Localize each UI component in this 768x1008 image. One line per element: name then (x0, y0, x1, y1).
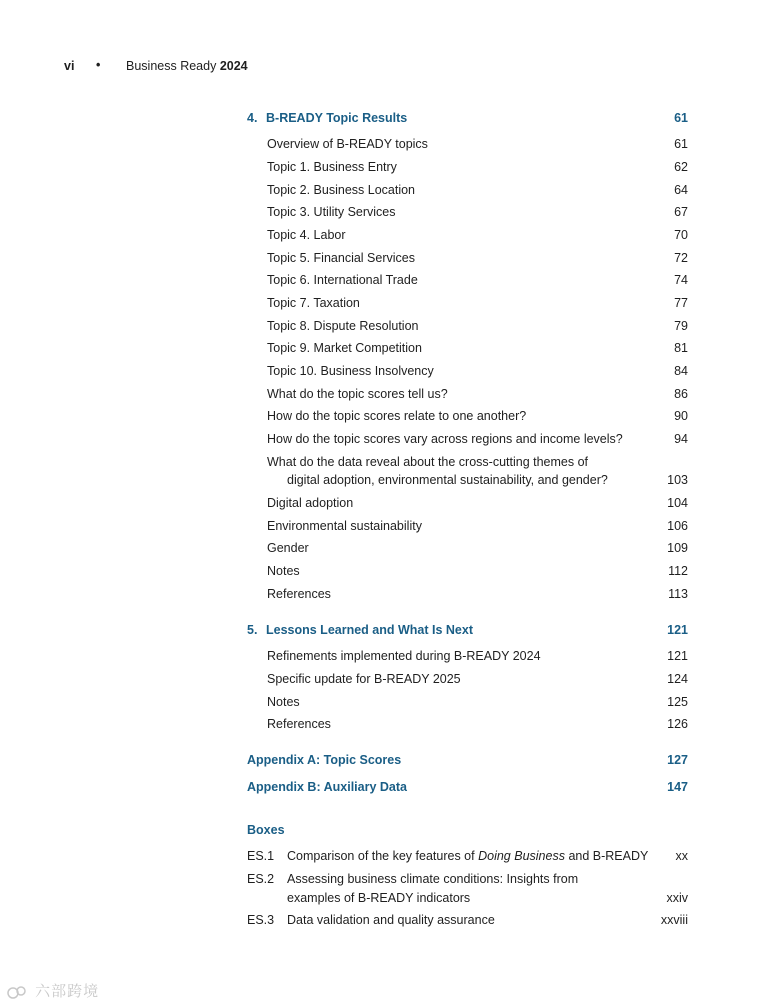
watermark-logo-icon (6, 984, 30, 1000)
toc-entry[interactable] (247, 204, 688, 220)
entry-title: Specific update for B-READY 2025 (267, 672, 461, 686)
toc-entry[interactable] (247, 495, 688, 511)
page-ref: xx (675, 849, 688, 863)
box-title: Data validation and quality assurance (287, 913, 495, 927)
toc-entry[interactable] (247, 586, 688, 602)
bullet-separator: • (96, 58, 101, 72)
entry-title: What do the topic scores tell us? (267, 387, 448, 401)
entry-title: Topic 3. Utility Services (267, 205, 396, 219)
page-ref: 112 (668, 564, 688, 578)
box-title-italic: Doing Business (478, 849, 565, 863)
toc-entry[interactable] (247, 431, 688, 447)
toc-entry[interactable] (247, 272, 688, 288)
page-ref: 121 (667, 649, 688, 663)
section-heading: Boxes (247, 823, 285, 837)
toc-entry[interactable] (247, 295, 688, 311)
toc-entry[interactable] (247, 563, 688, 579)
entry-title: Topic 5. Financial Services (267, 251, 415, 265)
toc-entry-crosscutting[interactable] (247, 454, 688, 470)
page-ref: 74 (674, 273, 688, 287)
page-ref: 64 (674, 183, 688, 197)
box-title-pre: Comparison of the key features of (287, 849, 475, 863)
toc-entry[interactable] (247, 182, 688, 198)
page-ref: 104 (667, 496, 688, 510)
book-title (126, 59, 248, 73)
toc-chapter-5[interactable] (247, 622, 688, 638)
page-ref: 84 (674, 364, 688, 378)
running-head (64, 58, 248, 73)
entry-title: Topic 2. Business Location (267, 183, 416, 197)
toc-entry-crosscutting-cont[interactable] (247, 472, 688, 488)
box-title (287, 848, 648, 864)
entry-title: Environmental sustainability (267, 519, 422, 533)
box-number: ES.3 (247, 913, 275, 927)
page-number: vi (64, 59, 75, 73)
page-ref: 81 (674, 341, 688, 355)
page-ref: 67 (674, 205, 688, 219)
toc-entry[interactable] (247, 694, 688, 710)
toc-box-es1[interactable] (247, 848, 688, 864)
page-ref: 79 (674, 319, 688, 333)
box-number: ES.2 (247, 872, 275, 886)
toc-box-es2-cont[interactable] (247, 890, 688, 906)
toc-entry[interactable] (247, 716, 688, 732)
book-title-text: Business Ready (126, 59, 217, 73)
entry-title: References (267, 587, 331, 601)
entry-title: Topic 8. Dispute Resolution (267, 319, 419, 333)
toc-entry[interactable] (247, 340, 688, 356)
page-ref: 127 (667, 753, 688, 767)
appendix-title: Appendix A: Topic Scores (247, 753, 402, 767)
entry-title: Notes (267, 564, 300, 578)
toc-entry[interactable] (247, 159, 688, 175)
toc-entry[interactable] (247, 540, 688, 556)
entry-title: Digital adoption (267, 496, 354, 510)
toc-entry[interactable] (247, 518, 688, 534)
toc-entry[interactable] (247, 671, 688, 687)
book-title-year: 2024 (219, 59, 248, 73)
entry-title: Topic 4. Labor (267, 228, 346, 242)
toc-appendix-b[interactable] (247, 779, 688, 795)
box-title-line-2: examples of B-READY indicators (287, 891, 471, 905)
toc-box-es3[interactable] (247, 912, 688, 928)
page-ref: 103 (667, 473, 688, 487)
toc-entry[interactable] (247, 648, 688, 664)
page-ref: 62 (674, 160, 688, 174)
page-ref: 94 (674, 432, 688, 446)
toc-entry[interactable] (247, 136, 688, 152)
page-ref: xxviii (660, 913, 688, 927)
box-title-post: and B-READY (568, 849, 649, 863)
page-ref: 106 (667, 519, 688, 533)
entry-title: How do the topic scores vary across regions and income levels? (267, 432, 623, 446)
entry-title: References (267, 717, 331, 731)
toc-entry[interactable] (247, 318, 688, 334)
toc-entry[interactable] (247, 386, 688, 402)
chapter-number: 5. (247, 623, 258, 637)
chapter-title: B-READY Topic Results (266, 111, 408, 125)
entry-title: Refinements implemented during B-READY 2024 (267, 649, 541, 663)
entry-title: Topic 10. Business Insolvency (267, 364, 434, 378)
toc-entry[interactable] (247, 250, 688, 266)
box-title-line-1: Assessing business climate conditions: Insights from (287, 872, 579, 886)
chapter-title: Lessons Learned and What Is Next (266, 623, 473, 637)
page-ref: 90 (674, 409, 688, 423)
watermark (6, 980, 99, 1001)
box-number: ES.1 (247, 849, 275, 863)
page-ref: 125 (667, 695, 688, 709)
page-ref: 77 (674, 296, 688, 310)
page-ref: 61 (674, 111, 688, 125)
toc-box-es2[interactable] (247, 871, 688, 887)
page-ref: 109 (667, 541, 688, 555)
page-ref: 61 (674, 137, 688, 151)
entry-title: Topic 1. Business Entry (267, 160, 397, 174)
watermark-text: 六部跨境 (35, 983, 100, 1000)
entry-title: Topic 6. International Trade (267, 273, 418, 287)
entry-title: Overview of B-READY topics (267, 137, 428, 151)
entry-title: Topic 9. Market Competition (267, 341, 422, 355)
chapter-number: 4. (247, 111, 258, 125)
entry-title: Notes (267, 695, 300, 709)
page-ref: 126 (667, 717, 688, 731)
toc-entry[interactable] (247, 408, 688, 424)
boxes-heading (247, 822, 688, 838)
toc-entry[interactable] (247, 363, 688, 379)
page-ref: xxiv (666, 891, 688, 905)
page-ref: 113 (668, 587, 688, 601)
page-ref: 70 (674, 228, 688, 242)
toc-entry[interactable] (247, 227, 688, 243)
entry-title-line-2: digital adoption, environmental sustainability, and gender? (287, 473, 608, 487)
page-ref: 86 (674, 387, 688, 401)
appendix-title: Appendix B: Auxiliary Data (247, 780, 407, 794)
page-ref: 72 (674, 251, 688, 265)
entry-title-line-1: What do the data reveal about the cross-cutting themes of (267, 455, 589, 469)
page-ref: 147 (667, 780, 688, 794)
page-ref: 124 (667, 672, 688, 686)
entry-title: Topic 7. Taxation (267, 296, 360, 310)
toc-chapter-4[interactable] (247, 110, 688, 126)
toc-appendix-a[interactable] (247, 752, 688, 768)
entry-title: How do the topic scores relate to one another? (267, 409, 527, 423)
page-ref: 121 (667, 623, 688, 637)
entry-title: Gender (267, 541, 309, 555)
